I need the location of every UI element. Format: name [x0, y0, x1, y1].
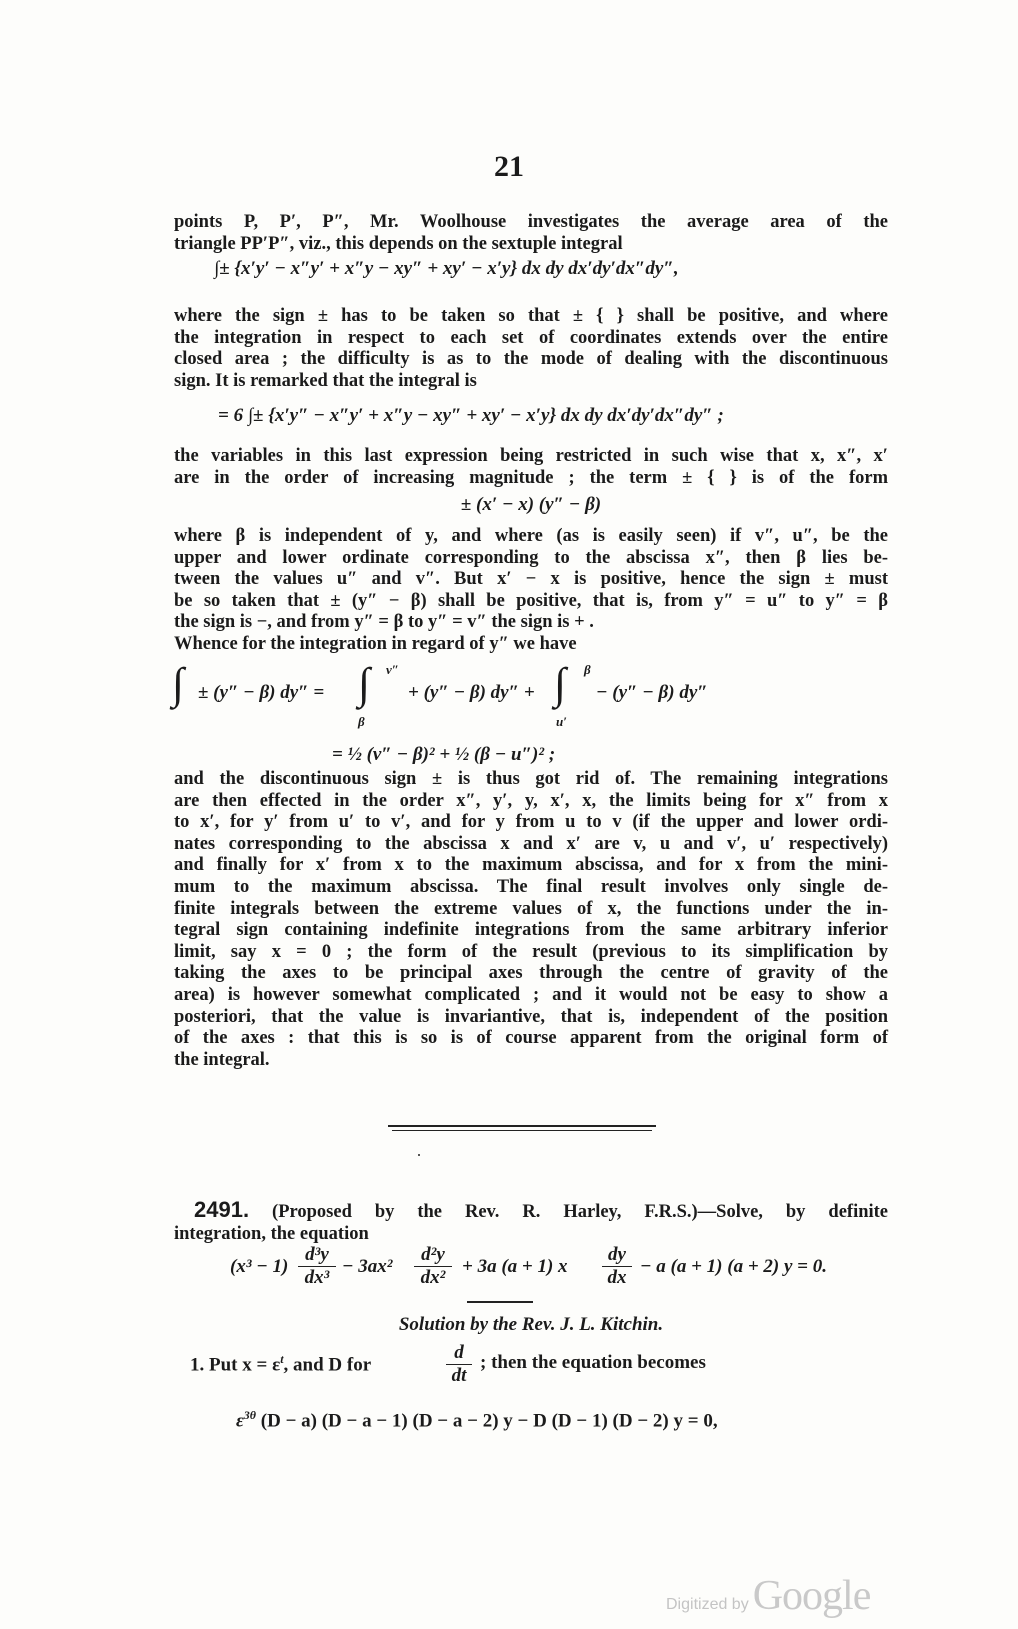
- paragraph-intro: [174, 212, 888, 255]
- text-line: mum to the maximum abscissa. The final result involves only single de-: [174, 876, 888, 897]
- text-line: to x′, for y′ from u′ to v′, and for y from u to v (if the upper and lower ordi-: [174, 812, 888, 833]
- equation-sextuple-integral: ∫± {x′y′ − x″y′ + x″y − xy″ + xy′ − x′y} dx dy dx′dy′dx″dy″,: [214, 258, 679, 279]
- fraction-numerator: d²y: [414, 1244, 452, 1267]
- fraction-numerator: d³y: [298, 1244, 336, 1267]
- eq-superscript: 3θ: [243, 1408, 257, 1422]
- lower-limit: β: [358, 714, 365, 729]
- text-line: triangle PP′P″, viz., this depends on the sextuple integral: [174, 233, 623, 254]
- upper-limit: v″: [386, 662, 399, 677]
- text-line: of the axes : that this is so is of course apparent from the original form of: [174, 1028, 888, 1049]
- text-line: nates corresponding to the abscissa x and x′ are v, u and v′, u′ respectively): [174, 833, 888, 854]
- text-line: Whence for the integration in regard of y″ we have: [174, 633, 577, 654]
- equation-differential: [230, 1244, 870, 1292]
- equation-restricted-integral: = 6 ∫± {x′y″ − x″y′ + x″y − xy″ + xy′ − x′y} dx dy dx′dy′dx″dy″ ;: [218, 405, 724, 426]
- print-speck: [418, 1154, 420, 1156]
- text-line: points P, P′, P″, Mr. Woolhouse investigates the average area of the: [174, 212, 888, 232]
- google-logo: Google: [752, 1573, 871, 1619]
- text-line: the sign is −, and from y″ = β to y″ = v″ the sign is + .: [174, 612, 594, 633]
- eq-term: (x³ − 1): [230, 1256, 289, 1277]
- text-line: closed area ; the difficulty is as to the mode of dealing with the discontinuous: [174, 349, 888, 370]
- integral-sign: ∫: [172, 659, 185, 708]
- problem-proposer: (Proposed by the Rev. R. Harley, F.R.S.)—Solve, by definite: [272, 1202, 889, 1222]
- upper-limit: β: [584, 662, 591, 677]
- problem-number: 2491.: [194, 1197, 250, 1222]
- fraction-numerator: dy: [602, 1244, 632, 1267]
- text-line: area) is however somewhat complicated ; and it would not be easy to show a: [174, 984, 888, 1005]
- text-line: integration, the equation: [174, 1223, 369, 1244]
- equation-rhs: − (y″ − β) dy″: [596, 682, 708, 703]
- equation-middle: + (y″ − β) dy″ +: [408, 682, 535, 703]
- page-number: 21: [494, 150, 524, 183]
- eq-base: ε: [236, 1410, 244, 1432]
- text-line: are in the order of increasing magnitude ; the term ± { } is of the form: [174, 467, 888, 488]
- text-line: the integration in respect to each set of coordinates extends over the entire: [174, 327, 888, 348]
- text-line: the variables in this last expression being restricted in such wise that x, x″, x′: [174, 446, 888, 466]
- fraction: [414, 1244, 452, 1289]
- text-line: be so taken that ± (y″ − β) shall be positive, that is, from y″ = u″ to y″ = β: [174, 590, 888, 611]
- problem-statement: [174, 1199, 888, 1245]
- equation-term-form: ± (x′ − x) (y″ − β): [460, 494, 602, 515]
- fraction-denominator: dx³: [304, 1267, 330, 1288]
- equation-result-halves: = ½ (v″ − β)² + ½ (β − u″)² ;: [332, 744, 556, 765]
- text-line: upper and lower ordinate corresponding to the abscissa x″, then β lies be-: [174, 547, 888, 568]
- problem-line: [174, 1199, 888, 1224]
- section-divider: [388, 1125, 656, 1127]
- step-superscript: t: [280, 1352, 284, 1366]
- text-line: tween the values u″ and v″. But x′ − x is positive, hence the sign ± must: [174, 569, 888, 590]
- paragraph-variables: [174, 446, 888, 489]
- eq-body: (D − a) (D − a − 1) (D − a − 2) y − D (D − 1) (D − 2) y = 0,: [256, 1410, 718, 1432]
- section-divider-thin: [392, 1130, 652, 1131]
- watermark-prefix: Digitized by: [666, 1596, 749, 1613]
- solution-step-1: [190, 1342, 870, 1392]
- eq-term: − a (a + 1) (a + 2) y = 0.: [640, 1256, 827, 1277]
- short-divider: [467, 1301, 533, 1303]
- text-line: and the discontinuous sign ± is thus got rid of. The remaining integrations: [174, 769, 888, 789]
- text-line: limit, say x = 0 ; the form of the result (previous to its simplification by: [174, 941, 888, 962]
- step-suffix: ; then the equation becomes: [480, 1352, 706, 1373]
- paragraph-sign-discussion: [174, 306, 888, 392]
- step-prefix: 1. Put x = ε: [190, 1354, 281, 1376]
- fraction: [298, 1244, 336, 1289]
- step-text: [190, 1352, 371, 1376]
- text-line: finite integrals between the extreme values of x, the functions under the in-: [174, 898, 888, 919]
- google-watermark: [666, 1572, 870, 1620]
- eq-term: − 3ax²: [342, 1256, 393, 1277]
- equation-transformed: [236, 1408, 718, 1432]
- text-line: the integral.: [174, 1049, 270, 1070]
- solution-heading: Solution by the Rev. J. L. Kitchin.: [398, 1314, 664, 1335]
- fraction-denominator: dx²: [420, 1267, 446, 1288]
- paragraph-beta: [174, 526, 888, 656]
- text-line: tegral sign containing indefinite integrations from the same arbitrary inferior: [174, 920, 888, 941]
- integral-sign: ∫: [554, 659, 567, 708]
- equation-lhs: ± (y″ − β) dy″ =: [198, 682, 325, 703]
- paragraph-remaining-integrations: [174, 769, 888, 1071]
- text-line: and finally for x′ from x to the maximum abscissa, and for x from the mini-: [174, 855, 888, 876]
- integral-sign: ∫: [358, 659, 371, 708]
- equation-split-integral: [172, 659, 772, 732]
- lower-limit: u′: [556, 714, 567, 729]
- text-line: where β is independent of y, and where (as is easily seen) if v″, u″, be the: [174, 526, 888, 546]
- eq-term: + 3a (a + 1) x: [462, 1256, 568, 1277]
- fraction-denominator: dt: [451, 1365, 467, 1386]
- step-middle: , and D for: [283, 1354, 372, 1376]
- fraction-numerator: d: [446, 1342, 472, 1365]
- text-line: posteriori, that the value is invariantive, that is, independent of the position: [174, 1006, 888, 1027]
- text-line: sign. It is remarked that the integral is: [174, 370, 477, 391]
- text-line: taking the axes to be principal axes through the centre of gravity of the: [174, 963, 888, 984]
- fraction-denominator: dx: [607, 1267, 627, 1288]
- text-line: where the sign ± has to be taken so that ± { } shall be positive, and where: [174, 306, 888, 326]
- text-line: are then effected in the order x″, y′, y, x′, x, the limits being for x″ from x: [174, 790, 888, 811]
- fraction: [602, 1244, 632, 1289]
- fraction: [446, 1342, 472, 1387]
